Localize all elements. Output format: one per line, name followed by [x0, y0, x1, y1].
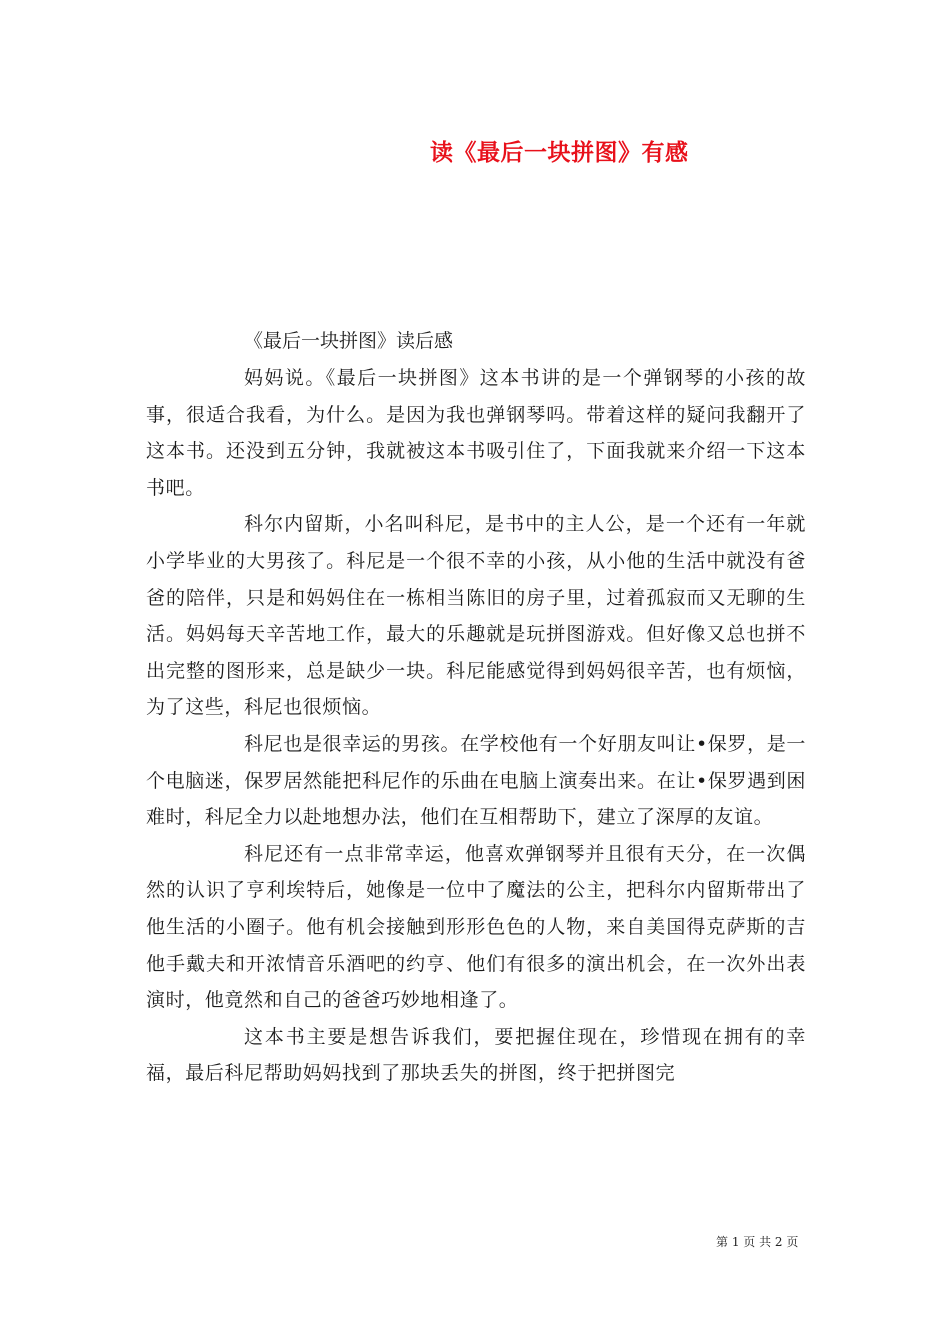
document-title: 读《最后一块拼图》有感	[430, 139, 689, 166]
paragraph-3: 科尼也是很幸运的男孩。在学校他有一个好朋友叫让•保罗，是一个电脑迷，保罗居然能把科尼作的乐曲在电脑上演奏出来。在让•保罗遇到困难时，科尼全力以赴地想办法，他们在互相帮助下，建立了深厚的友谊。	[146, 732, 806, 829]
paragraph-4: 科尼还有一点非常幸运，他喜欢弹钢琴并且很有天分，在一次偶然的认识了亨利埃特后，她像是一位中了魔法的公主，把科尔内留斯带出了他生活的小圈子。他有机会接触到形形色色的人物，来自美国得克萨斯的吉他手戴夫和开浓情音乐酒吧的约亨、他们有很多的演出机会，在一次外出表演时，他竟然和自己的爸爸巧妙地相逢了。	[146, 842, 806, 1012]
paragraph-2: 科尔内留斯，小名叫科尼，是书中的主人公，是一个还有一年就小学毕业的大男孩了。科尼是一个很不幸的小孩，从小他的生活中就没有爸爸的陪伴，只是和妈妈住在一栋相当陈旧的房子里，过着孤寂而又无聊的生活。妈妈每天辛苦地工作，最大的乐趣就是玩拼图游戏。但好像又总也拼不出完整的图形来，总是缺少一块。科尼能感觉得到妈妈很辛苦，也有烦恼，为了这些，科尼也很烦恼。	[146, 513, 806, 719]
paragraph-1: 妈妈说。《最后一块拼图》这本书讲的是一个弹钢琴的小孩的故事，很适合我看，为什么。是因为我也弹钢琴吗。带着这样的疑问我翻开了这本书。还没到五分钟，我就被这本书吸引住了，下面我就来介绍一下这本书吧。	[146, 367, 806, 499]
paragraph-5: 这本书主要是想告诉我们，要把握住现在，珍惜现在拥有的幸福，最后科尼帮助妈妈找到了那块丢失的拼图，终于把拼图完	[146, 1025, 806, 1085]
document-subtitle: 《最后一块拼图》读后感	[244, 330, 454, 352]
page-number-footer: 第 1 页 共 2 页	[716, 1235, 799, 1249]
document-body	[146, 360, 806, 1092]
